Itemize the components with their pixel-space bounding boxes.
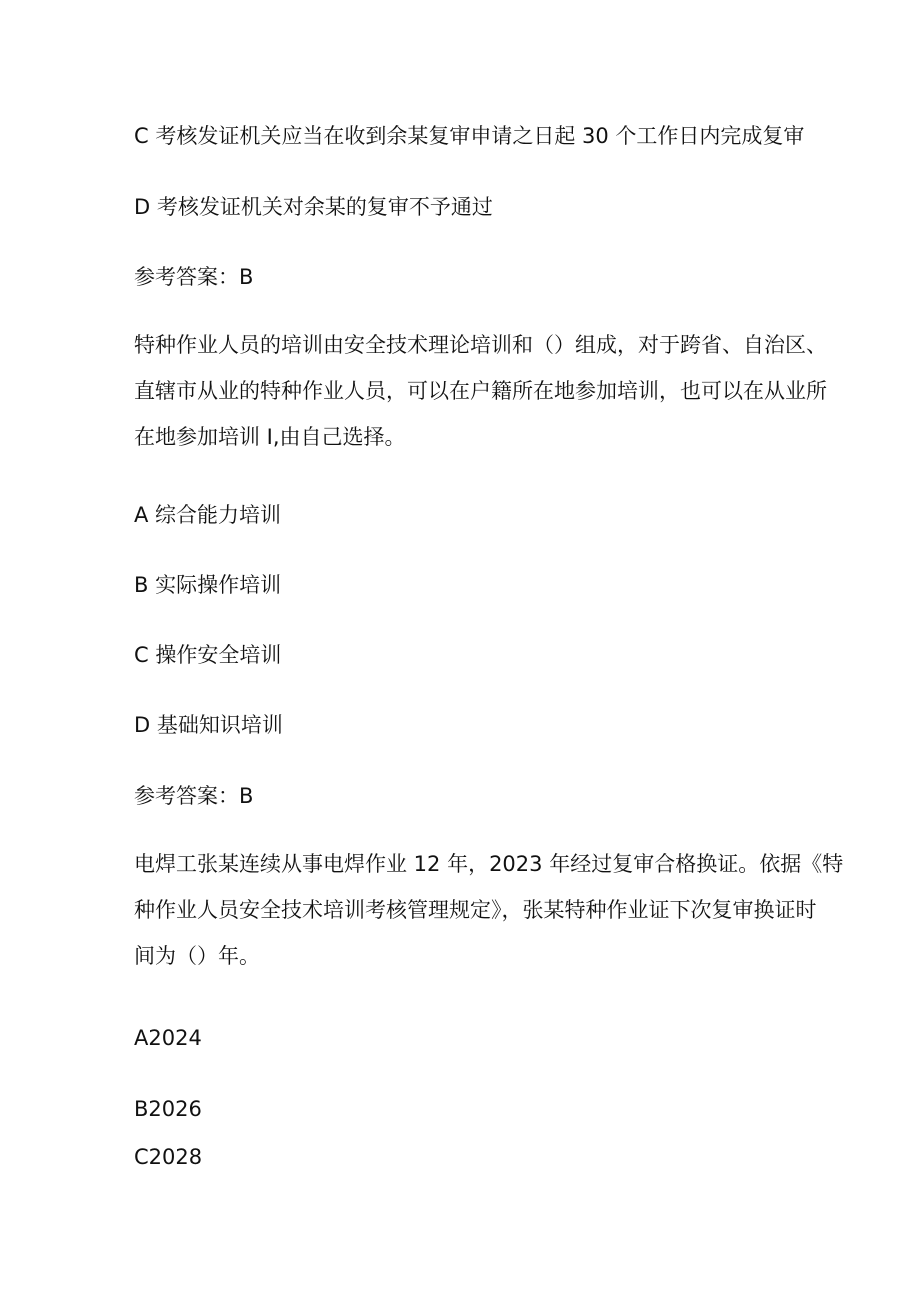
question-1-option-b: B 实际操作培训	[134, 573, 282, 597]
question-2-stem	[134, 841, 844, 979]
question-2-stem-line: 电焊工张某连续从事电焊作业 12 年，2023 年经过复审合格换证。依据《特	[134, 852, 844, 876]
question-1-option-d: D 基础知识培训	[134, 713, 283, 737]
question-1-option-a: A 综合能力培训	[134, 503, 282, 527]
question-1-stem-line: 特种作业人员的培训由安全技术理论培训和（）组成，对于跨省、自治区、	[134, 333, 827, 357]
prev-option-c: C 考核发证机关应当在收到余某复审申请之日起 30 个工作日内完成复审	[134, 124, 805, 148]
question-1-answer: 参考答案：B	[134, 784, 254, 808]
question-2-option-a: A2024	[134, 1026, 202, 1050]
prev-option-d: D 考核发证机关对余某的复审不予通过	[134, 195, 493, 219]
question-1-stem-line: 直辖市从业的特种作业人员，可以在户籍所在地参加培训，也可以在从业所	[134, 379, 827, 403]
question-2-option-b: B2026	[134, 1097, 202, 1121]
question-2-stem-line: 间为（）年。	[134, 944, 260, 968]
question-1-stem-line: 在地参加培训 I,由自己选择。	[134, 425, 406, 449]
question-2-option-c: C2028	[134, 1145, 203, 1169]
question-1-option-c: C 操作安全培训	[134, 643, 282, 667]
question-1-stem	[134, 322, 827, 460]
question-2-stem-line: 种作业人员安全技术培训考核管理规定》，张某特种作业证下次复审换证时	[134, 898, 817, 922]
prev-answer: 参考答案：B	[134, 265, 254, 289]
